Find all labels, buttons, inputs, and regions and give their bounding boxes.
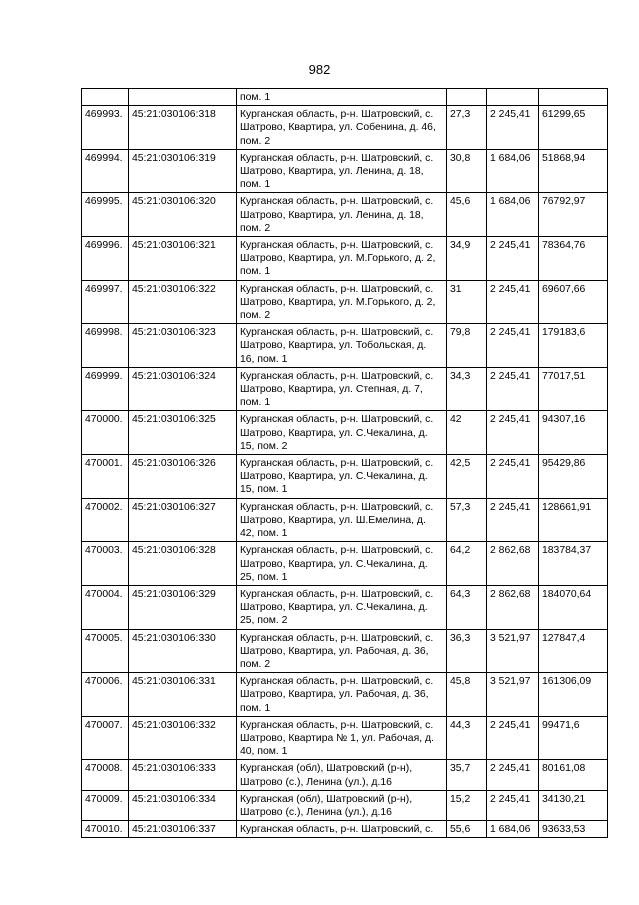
cadastral-number-cell: 45:21:030106:328 [129, 542, 237, 586]
row-number-cell: 470000. [82, 411, 129, 455]
address-cell: Курганская область, р-н. Шатровский, с. Шатрово, Квартира, ул. М.Горького, д. 2, пом. 1 [237, 237, 447, 281]
address-cell: Курганская область, р-н. Шатровский, с. Шатрово, Квартира, ул. Степная, д. 7, пом. 1 [237, 367, 447, 411]
row-number-cell: 470002. [82, 498, 129, 542]
address-cell: Курганская область, р-н. Шатровский, с. Шатрово, Квартира, ул. Ленина, д. 18, пом. 1 [237, 149, 447, 193]
address-cell: Курганская (обл), Шатровский (р-н), Шатрово (с.), Ленина (ул.), д.16 [237, 790, 447, 820]
table-row [82, 673, 608, 717]
registry-table [81, 88, 608, 838]
rate-cell: 2 245,41 [487, 498, 539, 542]
table-row [82, 411, 608, 455]
cadastral-value-cell: 76792,97 [539, 193, 608, 237]
address-cell: Курганская область, р-н. Шатровский, с. Шатрово, Квартира № 1, ул. Рабочая, д. 40, пом. 1 [237, 716, 447, 760]
rate-cell: 2 245,41 [487, 367, 539, 411]
page-number: 982 [308, 62, 331, 77]
cadastral-value-cell: 78364,76 [539, 237, 608, 281]
cadastral-number-cell: 45:21:030106:323 [129, 324, 237, 368]
row-number-cell: 470006. [82, 673, 129, 717]
area-cell: 15,2 [447, 790, 487, 820]
row-number-cell: 469998. [82, 324, 129, 368]
cadastral-value-cell: 183784,37 [539, 542, 608, 586]
address-cell: Курганская область, р-н. Шатровский, с. Шатрово, Квартира, ул. Рабочая, д. 36, пом. 1 [237, 673, 447, 717]
cadastral-number-cell: 45:21:030106:325 [129, 411, 237, 455]
address-cell: пом. 1 [237, 89, 447, 106]
area-cell: 34,3 [447, 367, 487, 411]
table-row [82, 498, 608, 542]
cadastral-number-cell: 45:21:030106:330 [129, 629, 237, 673]
cadastral-number-cell: 45:21:030106:320 [129, 193, 237, 237]
table-row [82, 760, 608, 790]
address-cell: Курганская область, р-н. Шатровский, с. Шатрово, Квартира, ул. С.Чекалина, д. 15, пом. 2 [237, 411, 447, 455]
area-cell: 44,3 [447, 716, 487, 760]
cadastral-number-cell: 45:21:030106:322 [129, 280, 237, 324]
cadastral-value-cell: 51868,94 [539, 149, 608, 193]
table-row [82, 89, 608, 106]
cadastral-value-cell: 61299,65 [539, 106, 608, 150]
cadastral-value-cell: 34130,21 [539, 790, 608, 820]
area-cell: 36,3 [447, 629, 487, 673]
cadastral-number-cell: 45:21:030106:333 [129, 760, 237, 790]
area-cell: 57,3 [447, 498, 487, 542]
cadastral-number-cell: 45:21:030106:321 [129, 237, 237, 281]
table-row [82, 237, 608, 281]
area-cell: 45,6 [447, 193, 487, 237]
rate-cell: 2 245,41 [487, 106, 539, 150]
cadastral-number-cell: 45:21:030106:332 [129, 716, 237, 760]
address-cell: Курганская область, р-н. Шатровский, с. Шатрово, Квартира, ул. М.Горького, д. 2, пом. 2 [237, 280, 447, 324]
area-cell: 55,6 [447, 821, 487, 838]
area-cell: 42,5 [447, 455, 487, 499]
row-number-cell: 470005. [82, 629, 129, 673]
address-cell: Курганская область, р-н. Шатровский, с. Шатрово, Квартира, ул. Ш.Емелина, д. 42, пом. 1 [237, 498, 447, 542]
rate-cell: 2 862,68 [487, 585, 539, 629]
row-number-cell: 470003. [82, 542, 129, 586]
row-number-cell: 470004. [82, 585, 129, 629]
area-cell [447, 89, 487, 106]
cadastral-value-cell: 99471,6 [539, 716, 608, 760]
table-row [82, 542, 608, 586]
cadastral-value-cell: 94307,16 [539, 411, 608, 455]
row-number-cell: 470001. [82, 455, 129, 499]
cadastral-number-cell: 45:21:030106:318 [129, 106, 237, 150]
address-cell: Курганская область, р-н. Шатровский, с. Шатрово, Квартира, ул. Тобольская, д. 16, пом. 1 [237, 324, 447, 368]
cadastral-value-cell: 128661,91 [539, 498, 608, 542]
cadastral-value-cell: 93633,53 [539, 821, 608, 838]
row-number-cell: 470010. [82, 821, 129, 838]
area-cell: 30,8 [447, 149, 487, 193]
rate-cell: 2 245,41 [487, 280, 539, 324]
table-row [82, 367, 608, 411]
table-row [82, 821, 608, 838]
area-cell: 34,9 [447, 237, 487, 281]
rate-cell: 2 245,41 [487, 716, 539, 760]
cadastral-number-cell: 45:21:030106:324 [129, 367, 237, 411]
cadastral-value-cell: 77017,51 [539, 367, 608, 411]
table-row [82, 324, 608, 368]
table-row [82, 193, 608, 237]
row-number-cell: 470007. [82, 716, 129, 760]
cadastral-number-cell: 45:21:030106:334 [129, 790, 237, 820]
rate-cell: 2 245,41 [487, 760, 539, 790]
rate-cell: 1 684,06 [487, 193, 539, 237]
rate-cell: 2 245,41 [487, 455, 539, 499]
address-cell: Курганская область, р-н. Шатровский, с. Шатрово, Квартира, ул. С.Чекалина, д. 15, пом. 1 [237, 455, 447, 499]
cadastral-number-cell: 45:21:030106:326 [129, 455, 237, 499]
table-row [82, 280, 608, 324]
table-row [82, 149, 608, 193]
table-row [82, 716, 608, 760]
rate-cell: 1 684,06 [487, 149, 539, 193]
address-cell: Курганская область, р-н. Шатровский, с. Шатрово, Квартира, ул. Ленина, д. 18, пом. 2 [237, 193, 447, 237]
row-number-cell [82, 89, 129, 106]
rate-cell: 2 245,41 [487, 237, 539, 281]
cadastral-number-cell [129, 89, 237, 106]
table-row [82, 629, 608, 673]
rate-cell: 2 245,41 [487, 790, 539, 820]
cadastral-value-cell: 179183,6 [539, 324, 608, 368]
rate-cell: 2 245,41 [487, 324, 539, 368]
rate-cell: 3 521,97 [487, 629, 539, 673]
row-number-cell: 470009. [82, 790, 129, 820]
address-cell: Курганская область, р-н. Шатровский, с. Шатрово, Квартира, ул. Рабочая, д. 36, пом. 2 [237, 629, 447, 673]
rate-cell: 2 862,68 [487, 542, 539, 586]
cadastral-value-cell: 69607,66 [539, 280, 608, 324]
rate-cell: 3 521,97 [487, 673, 539, 717]
cadastral-value-cell: 95429,86 [539, 455, 608, 499]
rate-cell: 1 684,06 [487, 821, 539, 838]
row-number-cell: 469993. [82, 106, 129, 150]
cadastral-value-cell: 80161,08 [539, 760, 608, 790]
row-number-cell: 469996. [82, 237, 129, 281]
cadastral-number-cell: 45:21:030106:331 [129, 673, 237, 717]
cadastral-value-cell: 161306,09 [539, 673, 608, 717]
area-cell: 45,8 [447, 673, 487, 717]
cadastral-number-cell: 45:21:030106:327 [129, 498, 237, 542]
row-number-cell: 469994. [82, 149, 129, 193]
table-row [82, 455, 608, 499]
cadastral-number-cell: 45:21:030106:337 [129, 821, 237, 838]
area-cell: 27,3 [447, 106, 487, 150]
registry-table-body [82, 89, 608, 838]
table-row [82, 106, 608, 150]
area-cell: 42 [447, 411, 487, 455]
cadastral-value-cell [539, 89, 608, 106]
cadastral-value-cell: 127847,4 [539, 629, 608, 673]
area-cell: 64,2 [447, 542, 487, 586]
table-row [82, 585, 608, 629]
cadastral-number-cell: 45:21:030106:329 [129, 585, 237, 629]
row-number-cell: 470008. [82, 760, 129, 790]
address-cell: Курганская область, р-н. Шатровский, с. Шатрово, Квартира, ул. С.Чекалина, д. 25, пом. 1 [237, 542, 447, 586]
area-cell: 35,7 [447, 760, 487, 790]
table-row [82, 790, 608, 820]
row-number-cell: 469997. [82, 280, 129, 324]
area-cell: 79,8 [447, 324, 487, 368]
address-cell: Курганская (обл), Шатровский (р-н), Шатрово (с.), Ленина (ул.), д.16 [237, 760, 447, 790]
row-number-cell: 469999. [82, 367, 129, 411]
cadastral-number-cell: 45:21:030106:319 [129, 149, 237, 193]
rate-cell [487, 89, 539, 106]
row-number-cell: 469995. [82, 193, 129, 237]
address-cell: Курганская область, р-н. Шатровский, с. Шатрово, Квартира, ул. Собенина, д. 46, пом. 2 [237, 106, 447, 150]
address-cell: Курганская область, р-н. Шатровский, с. [237, 821, 447, 838]
area-cell: 31 [447, 280, 487, 324]
address-cell: Курганская область, р-н. Шатровский, с. Шатрово, Квартира, ул. С.Чекалина, д. 25, пом. 2 [237, 585, 447, 629]
rate-cell: 2 245,41 [487, 411, 539, 455]
cadastral-value-cell: 184070,64 [539, 585, 608, 629]
area-cell: 64,3 [447, 585, 487, 629]
